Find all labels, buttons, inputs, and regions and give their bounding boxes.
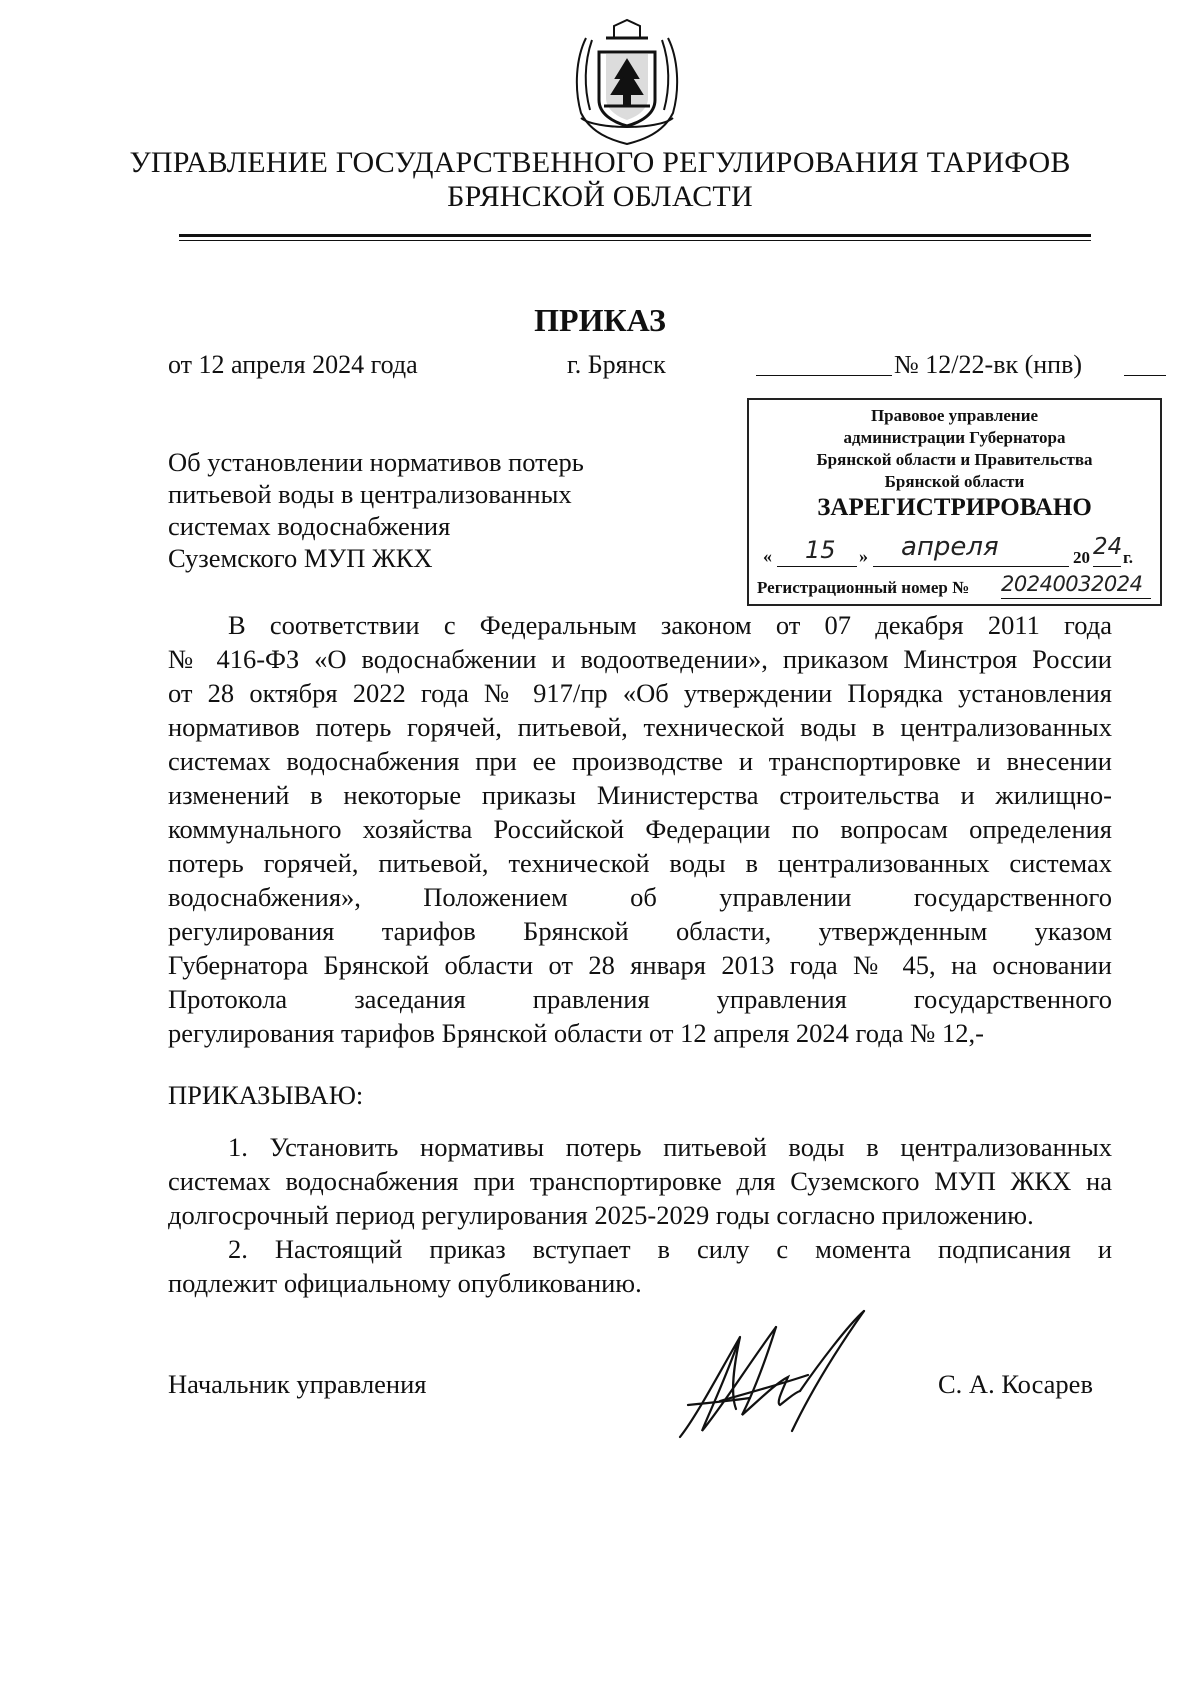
stamp-reg-number: 20240032024 [1001, 572, 1143, 596]
subject-line-1: Об установлении нормативов потерь [168, 447, 584, 477]
preamble-line: водоснабжения», Положением об управлении государственного [168, 882, 1112, 912]
stamp-date-row [763, 532, 1153, 572]
preamble-line: регулирования тарифов Брянской области, утвержденным указом [168, 916, 1112, 946]
stamp-year-underline [1093, 566, 1121, 567]
stamp-registered-label: ЗАРЕГИСТРИРОВАНО [817, 494, 1092, 521]
stamp-line-4: Брянской области [884, 472, 1025, 491]
subject-line-2: питьевой воды в централизованных [168, 479, 572, 509]
subject-block [168, 446, 584, 574]
stamp-date-open-quote: « [763, 546, 772, 566]
stamp-line-2: администрации Губернатора [843, 428, 1066, 447]
order-item-1 [168, 1130, 1112, 1232]
org-name-line2: БРЯНСКОЙ ОБЛАСТИ [447, 180, 753, 213]
stamp-line-1: Правовое управление [870, 406, 1039, 425]
preamble-line: регулирования тарифов Брянской области от 12 апреля 2024 года № 12,- [168, 1018, 984, 1048]
org-name-line1: УПРАВЛЕНИЕ ГОСУДАРСТВЕННОГО РЕГУЛИРОВАНИЯ ТАРИФОВ [129, 146, 1071, 179]
preamble-line: Губернатора Брянской области от 28 января 2013 года № 45, на основании [168, 950, 1112, 980]
stamp-date-day: 15 [805, 536, 836, 564]
item2-line: 2. Настоящий приказ вступает в силу с момента подписания и [228, 1234, 1112, 1264]
preamble-line: потерь горячей, питьевой, технической воды в централизованных системах [168, 848, 1112, 878]
number-underline-right [1124, 375, 1166, 376]
preamble-line: коммунального хозяйства Российской Федерации по вопросам определения [168, 814, 1112, 844]
preamble-line: изменений в некоторые приказы Министерства строительства и жилищно- [168, 780, 1112, 810]
handwritten-signature [668, 1305, 908, 1445]
registration-stamp [747, 398, 1162, 606]
stamp-reg-underline [1001, 598, 1151, 599]
preamble-line: системах водоснабжения при ее производстве и транспортировке и внесении [168, 746, 1112, 776]
stamp-reg-label: Регистрационный номер № [757, 578, 970, 597]
order-item-2 [168, 1232, 1112, 1300]
item1-line: системах водоснабжения при транспортировке для Суземского МУП ЖКХ на [168, 1166, 1112, 1196]
header-rule-thin [179, 240, 1091, 241]
stamp-date-year-suffix: 24 [1093, 534, 1123, 560]
item1-line: 1. Установить нормативы потерь питьевой воды в централизованных [228, 1132, 1112, 1162]
order-heading: ПРИКАЗЫВАЮ: [168, 1080, 364, 1110]
stamp-date-month: апреля [901, 532, 999, 562]
signatory-position: Начальник управления [168, 1369, 427, 1399]
stamp-line-3: Брянской области и Правительства [816, 450, 1093, 469]
header-rule-thick [179, 234, 1091, 237]
number-underline-left [756, 375, 892, 376]
item1-line: долгосрочный период регулирования 2025-2029 годы согласно приложению. [168, 1200, 1034, 1230]
document-date: от 12 апреля 2024 года [168, 350, 418, 379]
document-city: г. Брянск [567, 350, 666, 379]
preamble-line: № 416-ФЗ «О водоснабжении и водоотведении», приказом Минстроя России [168, 644, 1112, 674]
preamble-line: нормативов потерь горячей, питьевой, технической воды в централизованных [168, 712, 1112, 742]
stamp-day-underline [777, 566, 857, 567]
subject-line-3: системах водоснабжения [168, 511, 451, 541]
document-number: № 12/22-вк (нпв) [894, 350, 1083, 379]
preamble-line: В соответствии с Федеральным законом от 07 декабря 2011 года [228, 610, 1112, 640]
preamble-line: Протокола заседания правления управления государственного [168, 984, 1112, 1014]
item2-line: подлежит официальному опубликованию. [168, 1268, 642, 1298]
document-title: ПРИКАЗ [534, 302, 666, 338]
stamp-date-year-unit: г. [1123, 548, 1134, 567]
stamp-date-close-quote: » [859, 546, 868, 566]
stamp-reg-row [757, 572, 1157, 602]
coat-of-arms-emblem [566, 18, 688, 146]
preamble-paragraph [168, 608, 1112, 1050]
stamp-date-year-prefix: 20 [1073, 548, 1090, 567]
stamp-month-underline [873, 566, 1069, 567]
signatory-name: С. А. Косарев [938, 1369, 1093, 1399]
preamble-line: от 28 октября 2022 года № 917/пр «Об утверждении Порядка установления [168, 678, 1112, 708]
subject-line-4: Суземского МУП ЖКХ [168, 543, 433, 573]
